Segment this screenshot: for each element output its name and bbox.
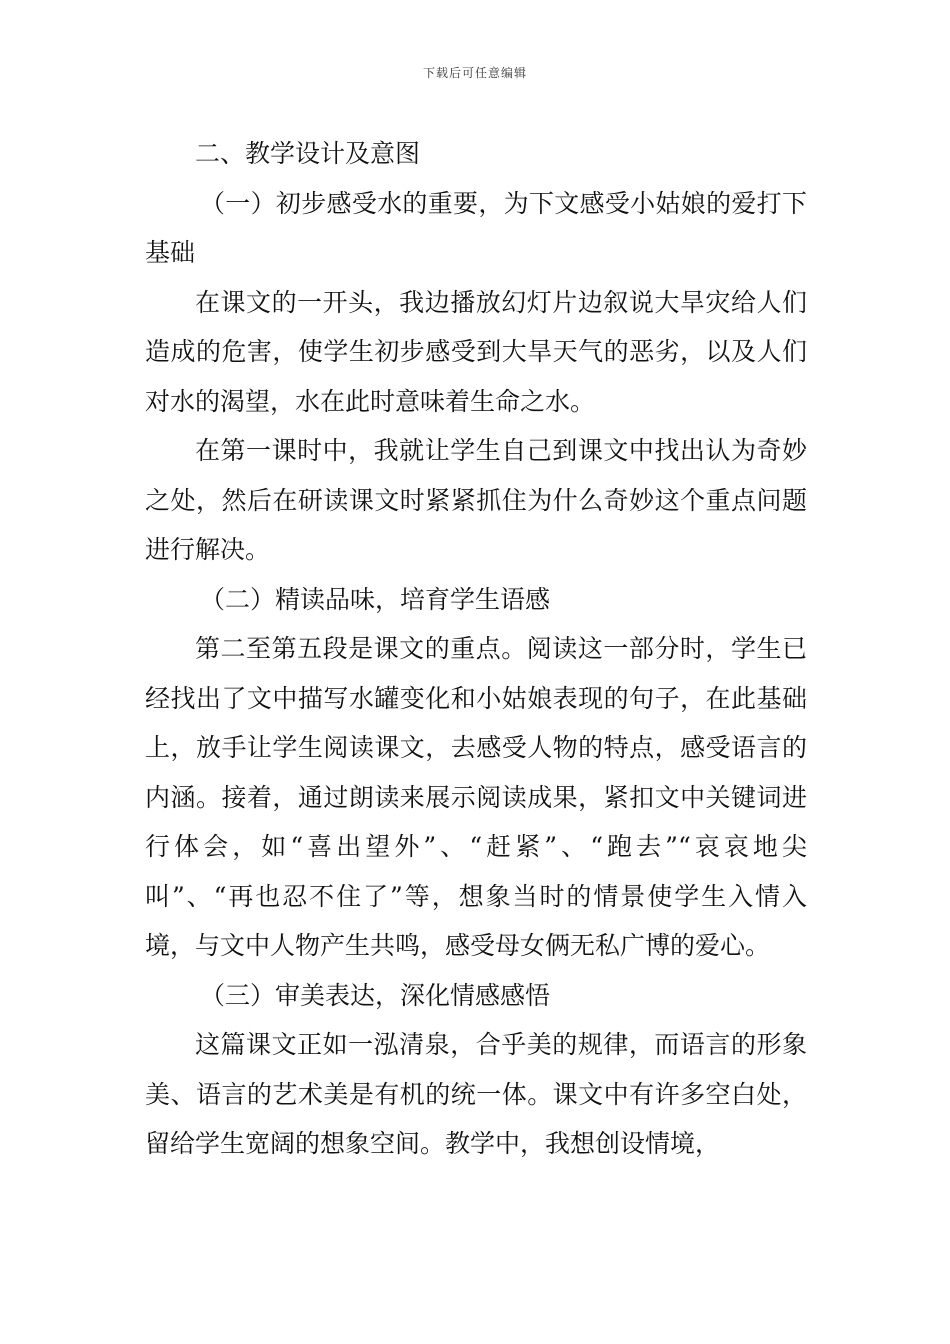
- subsection-heading-3: （三）审美表达，深化情感感悟: [200, 980, 551, 1010]
- subsection-heading-1: （一）初步感受水的重要，为下文感受小姑娘的爱打下基础: [145, 188, 807, 267]
- body-paragraph: 在课文的一开头，我边播放幻灯片边叙说大旱灾给人们造成的危害，使学生初步感受到大旱天气的恶劣，以及人们对水的渴望，水在此时意味着生命之水。: [145, 287, 807, 416]
- document-body: [145, 129, 807, 1169]
- section-heading: 二、教学设计及意图: [195, 139, 421, 168]
- header-note: 下载后可任意编辑: [422, 66, 527, 80]
- body-paragraph: 第二至第五段是课文的重点。阅读这一部分时，学生已经找出了文中描写水罐变化和小姑娘表现的句子，在此基础上，放手让学生阅读课文，去感受人物的特点，感受语言的内涵。接着，通过朗读来展示阅读成果，紧扣文中关键词进行体会，如“喜出望外”、“赶紧”、“跑去”“哀哀地尖叫”、“再也忍不住了”等，想象当时的情景使学生入情入境，与文中人物产生共鸣，感受母女俩无私广博的爱心。: [145, 634, 807, 960]
- subsection-heading-2: （二）精读品味，培育学生语感: [200, 584, 551, 614]
- body-paragraph: 在第一课时中，我就让学生自己到课文中找出认为奇妙之处，然后在研读课文时紧紧抓住为什么奇妙这个重点问题进行解决。: [145, 436, 807, 564]
- body-paragraph: 这篇课文正如一泓清泉，合乎美的规律，而语言的形象美、语言的艺术美是有机的统一体。课文中有许多空白处，留给学生宽阔的想象空间。教学中，我想创设情境，: [145, 1030, 807, 1158]
